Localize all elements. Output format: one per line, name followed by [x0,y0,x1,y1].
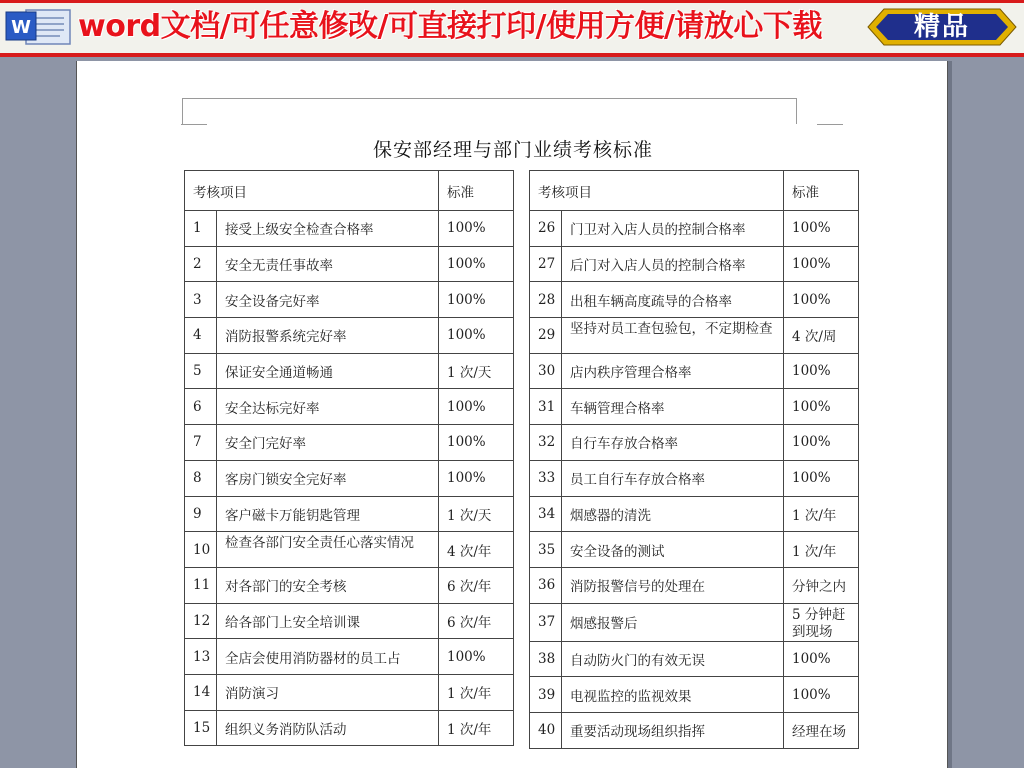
document-title: 保安部经理与部门业绩考核标准 [372,139,653,161]
row-item: 电视监控的监视效果 [562,677,784,713]
row-standard: 100% [784,389,859,425]
header-standard: 标准 [439,171,514,211]
table-row [185,425,514,461]
row-number: 9 [185,496,217,532]
row-standard: 100% [439,460,514,496]
table-row [530,282,859,318]
row-standard: 100% [784,641,859,677]
row-number: 35 [530,532,562,568]
table-row [185,532,514,568]
row-item: 后门对入店人员的控制合格率 [562,246,784,282]
row-number: 30 [530,353,562,389]
table-header-row [530,171,859,211]
row-number: 33 [530,460,562,496]
row-item: 安全门完好率 [217,425,439,461]
header-standard: 标准 [784,171,859,211]
table-row [185,246,514,282]
row-item: 烟感器的清洗 [562,496,784,532]
row-standard: 1 次/天 [439,353,514,389]
row-standard: 100% [784,353,859,389]
row-item: 对各部门的安全考核 [217,567,439,603]
row-number: 32 [530,425,562,461]
row-standard: 1 次/年 [784,532,859,568]
table-row [185,674,514,710]
word-document-icon [4,6,74,48]
table-row [530,532,859,568]
row-number: 1 [185,211,217,247]
row-number: 26 [530,211,562,247]
row-standard: 100% [784,677,859,713]
table-row [530,389,859,425]
table-row [530,460,859,496]
table-row [185,211,514,247]
row-standard: 1 次/年 [439,710,514,746]
header-corner-left [182,98,183,124]
row-item: 门卫对入店人员的控制合格率 [562,211,784,247]
assessment-table-left [184,170,514,746]
table-row [530,211,859,247]
row-item: 组织义务消防队活动 [217,710,439,746]
table-row [530,641,859,677]
row-item: 员工自行车存放合格率 [562,460,784,496]
row-standard: 6 次/年 [439,567,514,603]
row-item: 安全无责任事故率 [217,246,439,282]
table-row [185,282,514,318]
row-number: 37 [530,603,562,641]
row-standard: 100% [784,460,859,496]
row-item: 车辆管理合格率 [562,389,784,425]
table-row [530,567,859,603]
table-row [185,389,514,425]
table-row [530,318,859,354]
header-item: 考核项目 [185,171,439,211]
row-item: 安全设备的测试 [562,532,784,568]
row-number: 36 [530,567,562,603]
row-item: 自动防火门的有效无误 [562,641,784,677]
row-item: 全店会使用消防器材的员工占 [217,639,439,675]
row-standard: 100% [784,211,859,247]
header-corner-right [796,98,797,124]
assessment-table-right [529,170,859,749]
table-row [185,567,514,603]
row-standard: 1 次/天 [439,496,514,532]
row-item: 烟感报警后 [562,603,784,641]
row-item: 坚持对员工查包验包，不定期检查 [562,318,784,354]
row-standard: 5 分钟赶到现场 [784,603,859,641]
badge-label: 精品 [913,12,970,42]
table-row [530,425,859,461]
row-item: 给各部门上安全培训课 [217,603,439,639]
row-standard: 100% [439,282,514,318]
row-number: 27 [530,246,562,282]
row-number: 39 [530,677,562,713]
row-item: 检查各部门安全责任心落实情况 [217,532,439,568]
table-row [185,603,514,639]
header-item: 考核项目 [530,171,784,211]
table-row [185,318,514,354]
row-number: 14 [185,674,217,710]
table-row [185,460,514,496]
row-item: 保证安全通道畅通 [217,353,439,389]
row-standard: 100% [784,282,859,318]
row-number: 29 [530,318,562,354]
table-row [530,353,859,389]
row-number: 12 [185,603,217,639]
row-standard: 1 次/年 [439,674,514,710]
row-number: 2 [185,246,217,282]
row-standard: 4 次/周 [784,318,859,354]
row-item: 店内秩序管理合格率 [562,353,784,389]
table-row [530,677,859,713]
row-standard: 100% [439,246,514,282]
row-number: 7 [185,425,217,461]
banner-headline: word文档/可任意修改/可直接打印/使用方便/请放心下载 [78,9,822,44]
header-rule [182,98,796,99]
row-number: 11 [185,567,217,603]
table-row [185,353,514,389]
table-row [530,712,859,748]
row-item: 消防报警系统完好率 [217,318,439,354]
row-standard: 100% [784,425,859,461]
row-standard: 100% [439,389,514,425]
row-standard: 1 次/年 [784,496,859,532]
table-row [530,496,859,532]
row-number: 5 [185,353,217,389]
premium-badge [866,5,1018,49]
row-number: 3 [185,282,217,318]
row-number: 31 [530,389,562,425]
row-number: 6 [185,389,217,425]
table-row [530,603,859,641]
row-standard: 100% [784,246,859,282]
row-item: 客房门锁安全完好率 [217,460,439,496]
row-standard: 分钟之内 [784,567,859,603]
row-standard: 100% [439,211,514,247]
row-number: 4 [185,318,217,354]
row-standard: 100% [439,425,514,461]
row-item: 出租车辆高度疏导的合格率 [562,282,784,318]
banner-stripe [0,0,1024,3]
table-row [185,710,514,746]
row-standard: 经理在场 [784,712,859,748]
promo-banner [0,0,1024,57]
row-number: 15 [185,710,217,746]
row-item: 自行车存放合格率 [562,425,784,461]
row-number: 13 [185,639,217,675]
margin-mark-left [181,124,207,125]
row-item: 客户磁卡万能钥匙管理 [217,496,439,532]
row-standard: 6 次/年 [439,603,514,639]
row-standard: 100% [439,639,514,675]
table-row [530,246,859,282]
margin-mark-right [817,124,843,125]
row-standard: 4 次/年 [439,532,514,568]
svg-text:W: W [11,17,31,38]
row-item: 安全达标完好率 [217,389,439,425]
row-number: 38 [530,641,562,677]
row-number: 34 [530,496,562,532]
row-item: 消防演习 [217,674,439,710]
table-row [185,496,514,532]
row-number: 10 [185,532,217,568]
row-number: 40 [530,712,562,748]
table-header-row [185,171,514,211]
row-number: 8 [185,460,217,496]
row-number: 28 [530,282,562,318]
row-item: 安全设备完好率 [217,282,439,318]
document-page [76,61,948,768]
row-item: 重要活动现场组织指挥 [562,712,784,748]
table-row [185,639,514,675]
row-item: 接受上级安全检查合格率 [217,211,439,247]
row-item: 消防报警信号的处理在 [562,567,784,603]
row-standard: 100% [439,318,514,354]
